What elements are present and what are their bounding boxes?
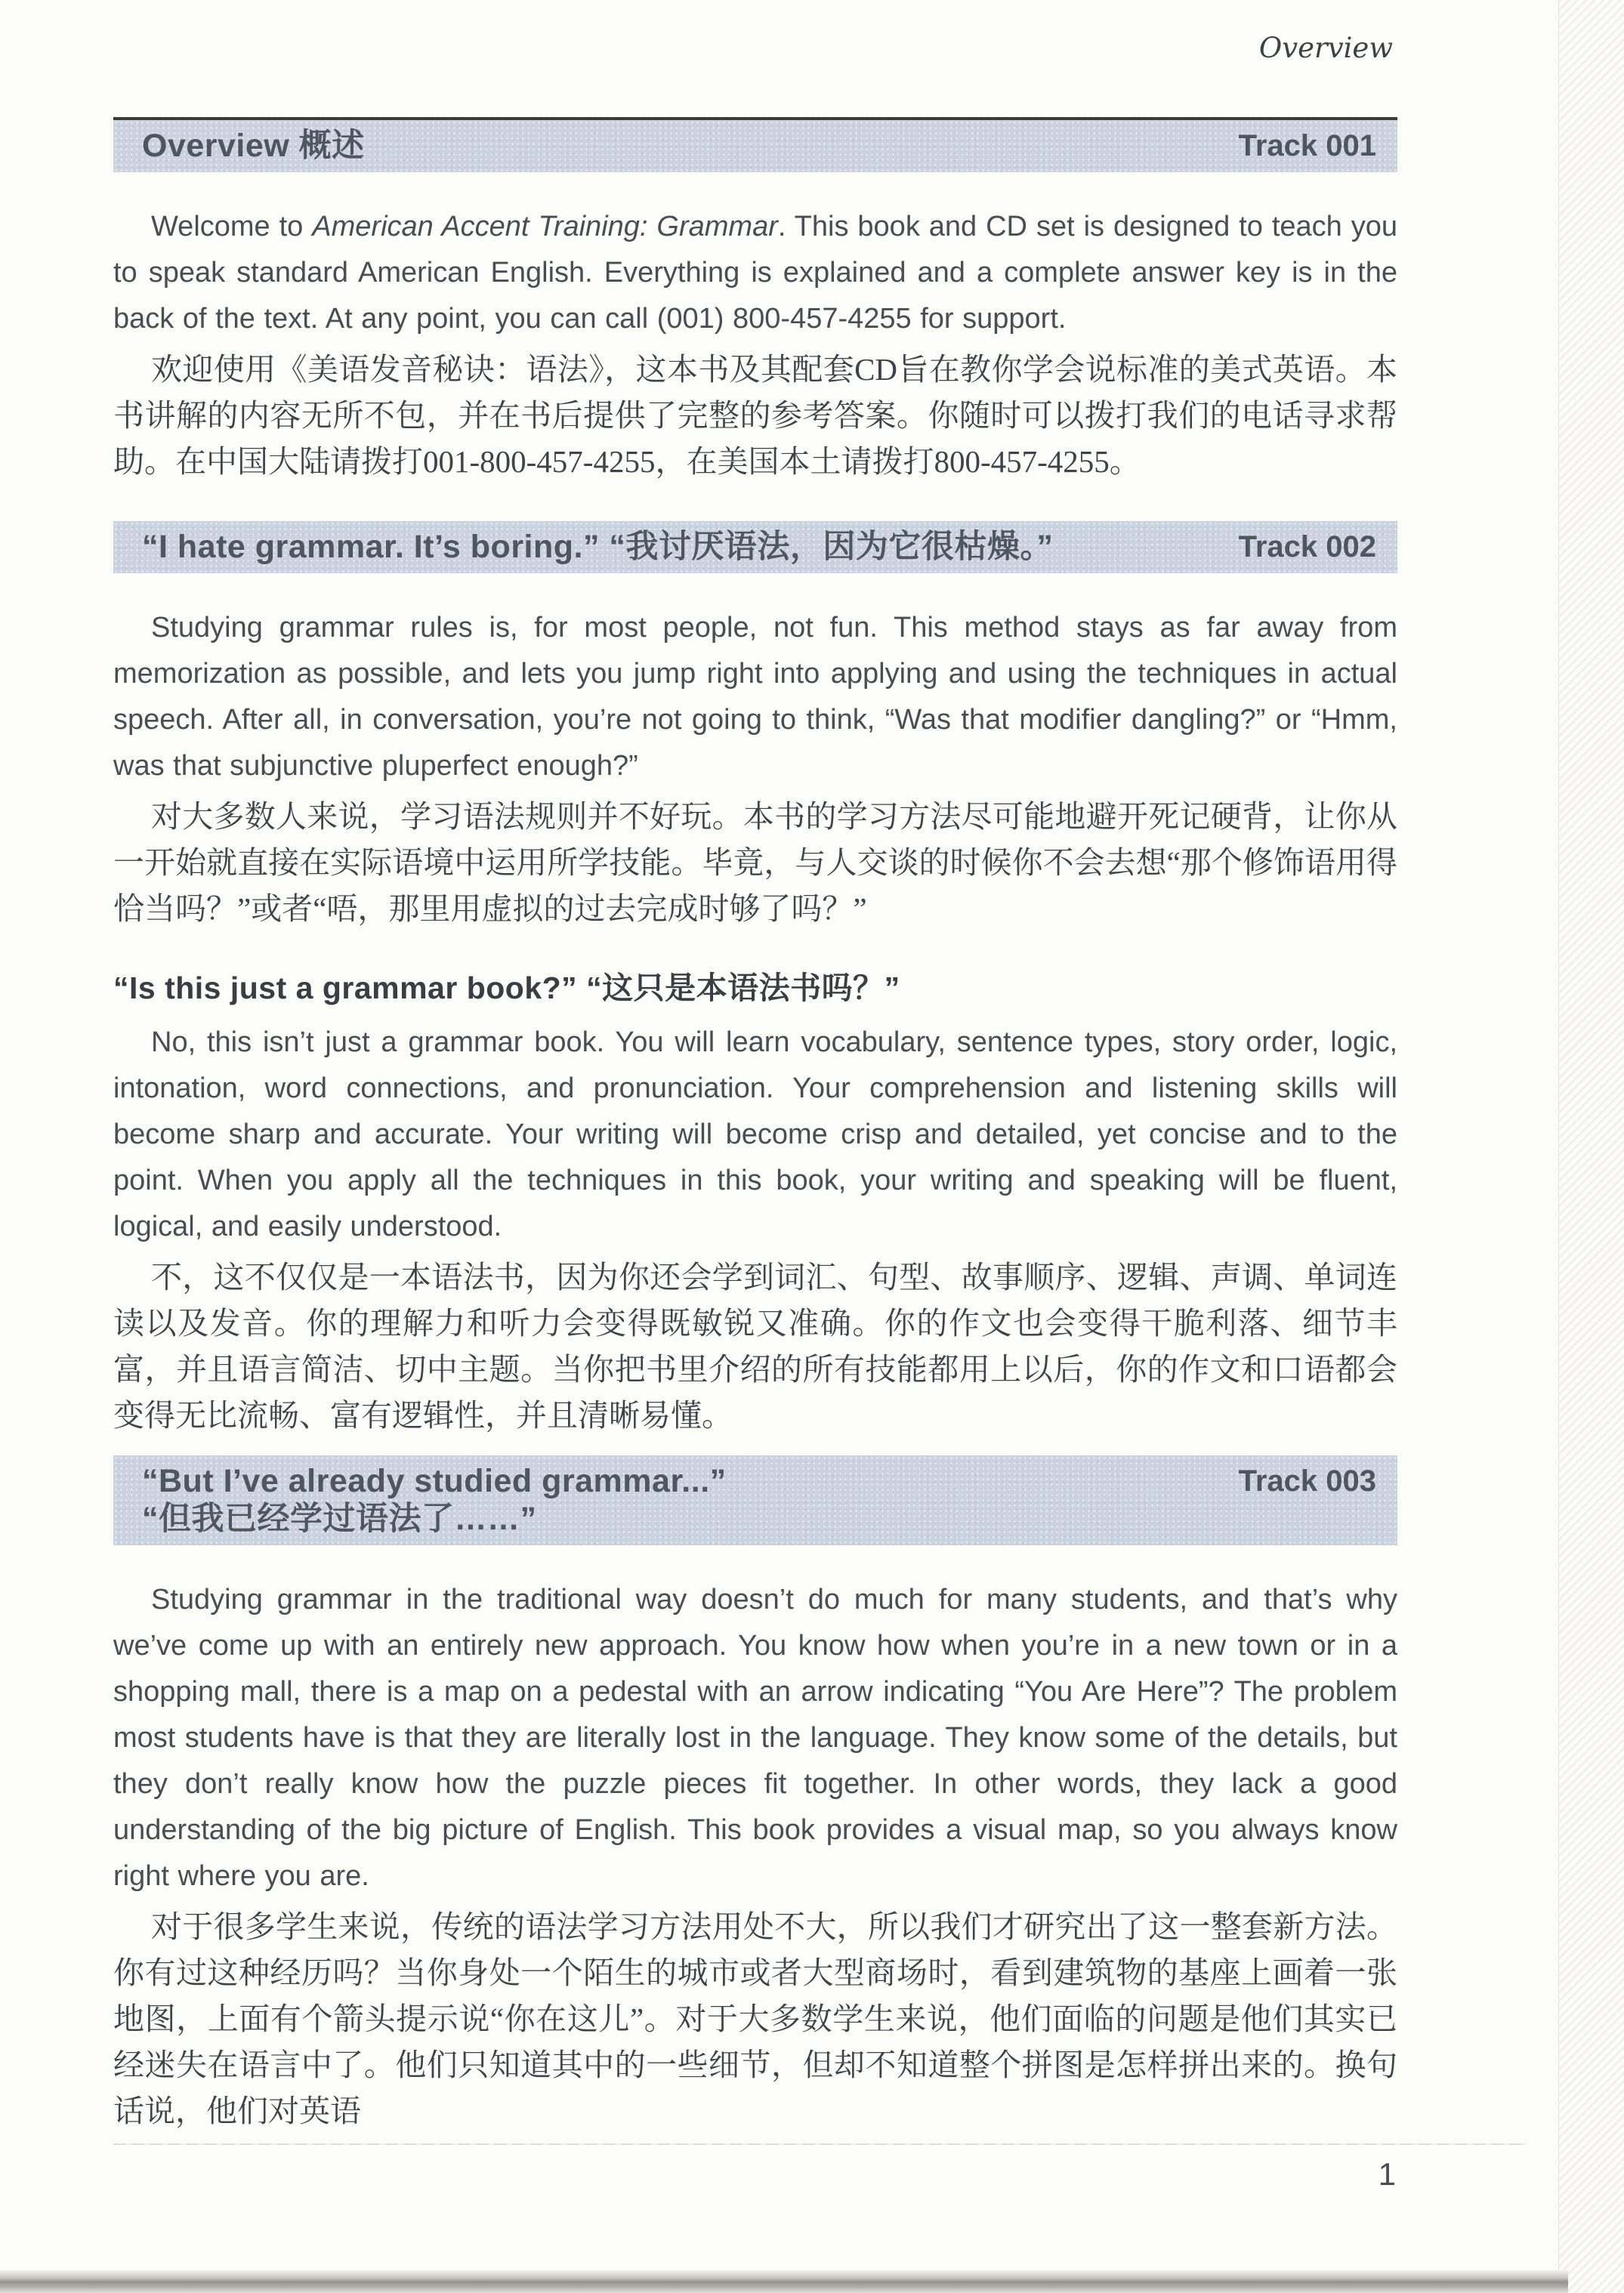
footer-rule (113, 2143, 1526, 2145)
welcome-text-pre: Welcome to (151, 211, 313, 242)
subheading-just-a-grammar-book: “Is this just a grammar book?” “这只是本语法书吗？” (113, 971, 900, 1005)
page-number: 1 (1378, 2156, 1396, 2192)
paragraph-zh-welcome: 欢迎使用《美语发音秘诀：语法》，这本书及其配套CD旨在教你学会说标准的美式英语。本书讲解的内容无所不包，并在书后提供了完整的参考答案。你随时可以拨打我们的电话寻求帮助。在中国大陆请拨打001-800-457-4255，在美国本土请拨打800-457-4255。 (113, 352, 1397, 479)
book-title-italic: American Accent Training: Grammar (312, 211, 778, 242)
paragraph-zh-traditional-way: 对于很多学生来说，传统的语法学习方法用处不大，所以我们才研究出了这一整套新方法。你有过这种经历吗？当你身处一个陌生的城市或者大型商场时，看到建筑物的基座上画着一张地图，上面有个箭头提示说“你在这儿”。对于大多数学生来说，他们面临的问题是他们其实已经迷失在语言中了。他们只知道其中的一些细节，但却不知道整个拼图是怎样拼出来的。换句话说，他们对英语 (113, 1909, 1397, 2128)
paragraph-zh-studying-rules: 对大多数人来说，学习语法规则并不好玩。本书的学习方法尽可能地避开死记硬背，让你从一开始就直接在实际语境中运用所学技能。毕竟，与人交谈的时候你不会去想“那个修饰语用得恰当吗？”或者“唔，那里用虚拟的过去完成时够了吗？” (113, 799, 1397, 926)
scan-bottom-shadow-artifact (0, 2270, 1568, 2293)
section-title-line1: “But I’ve already studied grammar...” (142, 1463, 727, 1499)
section-header-already-studied (113, 1455, 1397, 1545)
paragraph-en-not-just-grammar: No, this isn’t just a grammar book. You will learn vocabulary, sentence types, story order, logic, intonation, word connections, and pronunciation. Your comprehension and listening skills will become sharp and accurate. Your writing will become crisp and detailed, yet concise and to the point. When you apply all the techniques in this book, your writing and speaking will be fluent, logical, and easily understood. (113, 1026, 1397, 1242)
section-header-overview (113, 117, 1397, 172)
paragraph-en-welcome (113, 204, 1397, 342)
section-title-hate-grammar: “I hate grammar. It’s boring.” “我讨厌语法，因为它很枯燥。” (142, 529, 1054, 565)
track-label-003: Track 003 (1238, 1464, 1376, 1498)
section-header-hate-grammar (113, 521, 1397, 573)
track-label-002: Track 002 (1238, 530, 1376, 563)
paragraph-zh-not-just-grammar: 不，这不仅仅是一本语法书，因为你还会学到词汇、句型、故事顺序、逻辑、声调、单词连读以及发音。你的理解力和听力会变得既敏锐又准确。你的作文也会变得干脆利落、细节丰富，并且语言简洁、切中主题。当你把书里介绍的所有技能都用上以后，你的作文和口语都会变得无比流畅、富有逻辑性，并且清晰易懂。 (113, 1260, 1397, 1433)
welcome-text-post: . This book and CD set is designed to teach you to speak standard American English. Everything is explained and a complete answer key is in the back of the text. At any point, you can call (001) 800-457-4255 for support. (113, 211, 1397, 335)
section-title-already-studied (142, 1462, 727, 1538)
paragraph-en-traditional-way: Studying grammar in the traditional way doesn’t do much for many students, and that’s why we’ve come up with an entirely new approach. You know how when you’re in a new town or in a shopping mall, there is a map on a pedestal with an arrow indicating “You Are Here”? The problem most students have is that they are literally lost in the language. They know some of the details, but they don’t really know how the puzzle pieces fit together. In other words, they lack a good understanding of the big picture of English. This book provides a visual map, so you always know right where you are. (113, 1584, 1397, 1892)
paragraph-en-studying-rules: Studying grammar rules is, for most people, not fun. This method stays as far away from memorization as possible, and lets you jump right into applying and using the techniques in actual speech. After all, in conversation, you’re not going to think, “Was that modifier dangling?” or “Hmm, was that subjunctive pluperfect enough?” (113, 612, 1397, 782)
running-head: Overview (1258, 32, 1393, 64)
section-title-line2: “但我已经学过语法了……” (142, 1501, 537, 1537)
scan-edge-artifact (1558, 0, 1624, 2293)
section-title-overview: Overview 概述 (142, 128, 365, 164)
track-label-001: Track 001 (1238, 129, 1376, 162)
page-content-column (113, 0, 1397, 2193)
